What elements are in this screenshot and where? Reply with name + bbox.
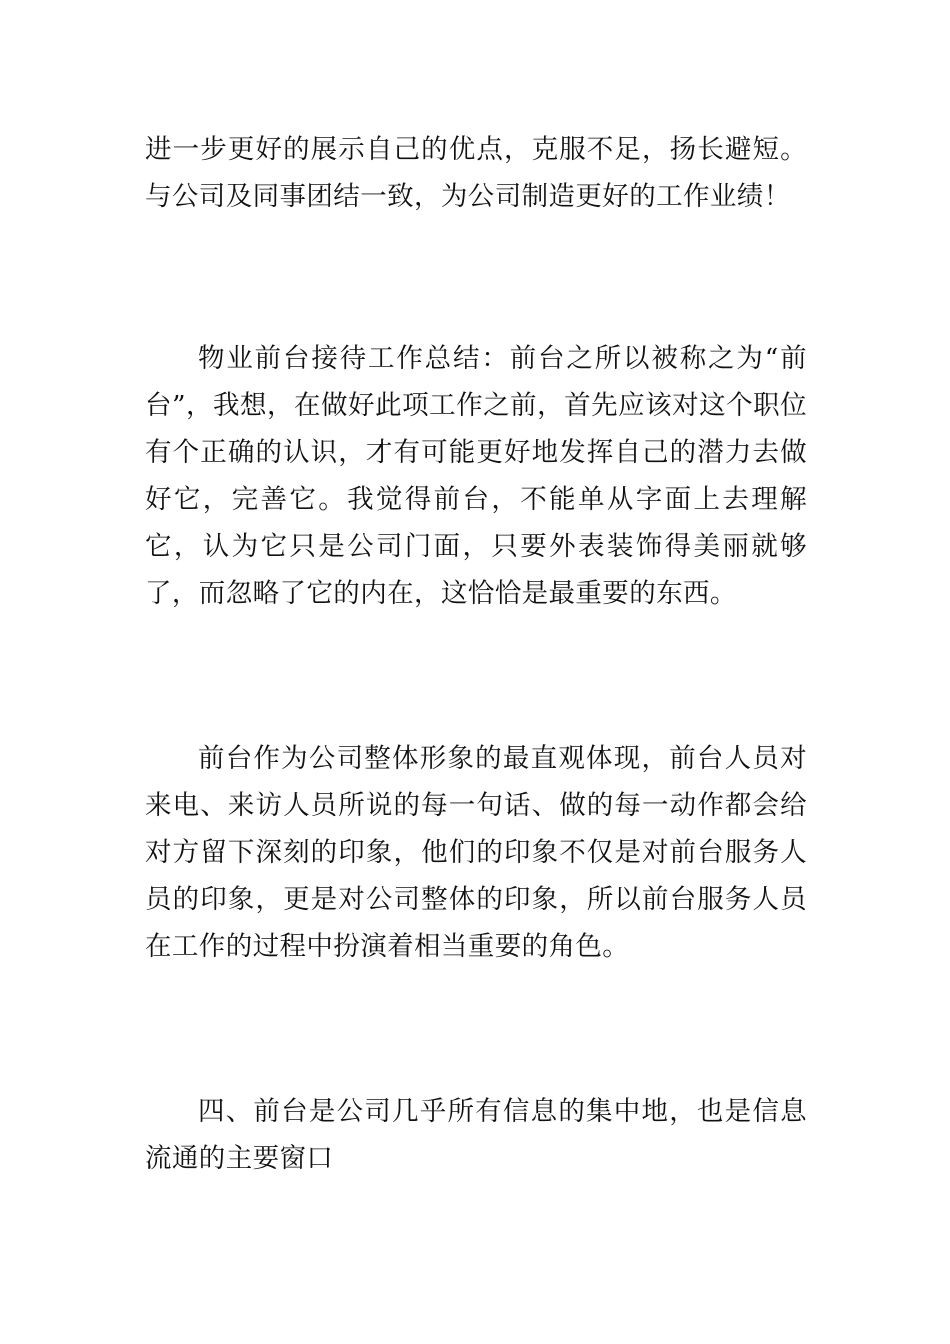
paragraph-spacer xyxy=(145,220,807,335)
paragraph-continuation: 进一步更好的展示自己的优点，克服不足，扬长避短。与公司及同事团结一致，为公司制造更好的工作业绩！ xyxy=(145,134,807,212)
document-page xyxy=(145,126,807,1182)
paragraph-spacer xyxy=(145,970,807,1088)
paragraph-spacer xyxy=(145,617,807,735)
paragraph-front-desk-image: 前台作为公司整体形象的最直观体现，前台人员对来电、来访人员所说的每一句话、做的每一动作都会给对方留下深刻的印象，他们的印象不仅是对前台服务人员的印象，更是对公司整体的印象，所以前台服务人员在工作的过程中扮演着相当重要的角色。 xyxy=(145,743,807,962)
paragraph-work-summary: 物业前台接待工作总结：前台之所以被称之为“前台”，我想，在做好此项工作之前，首先应该对这个职位有个正确的认识，才有可能更好地发挥自己的潜力去做好它，完善它。我觉得前台，不能单从字面上去理解它，认为它只是公司门面，只要外表装饰得美丽就够了，而忽略了它的内在，这恰恰是最重要的东西。 xyxy=(145,343,807,609)
paragraph-section-four: 四、前台是公司几乎所有信息的集中地，也是信息流通的主要窗口 xyxy=(145,1096,807,1174)
